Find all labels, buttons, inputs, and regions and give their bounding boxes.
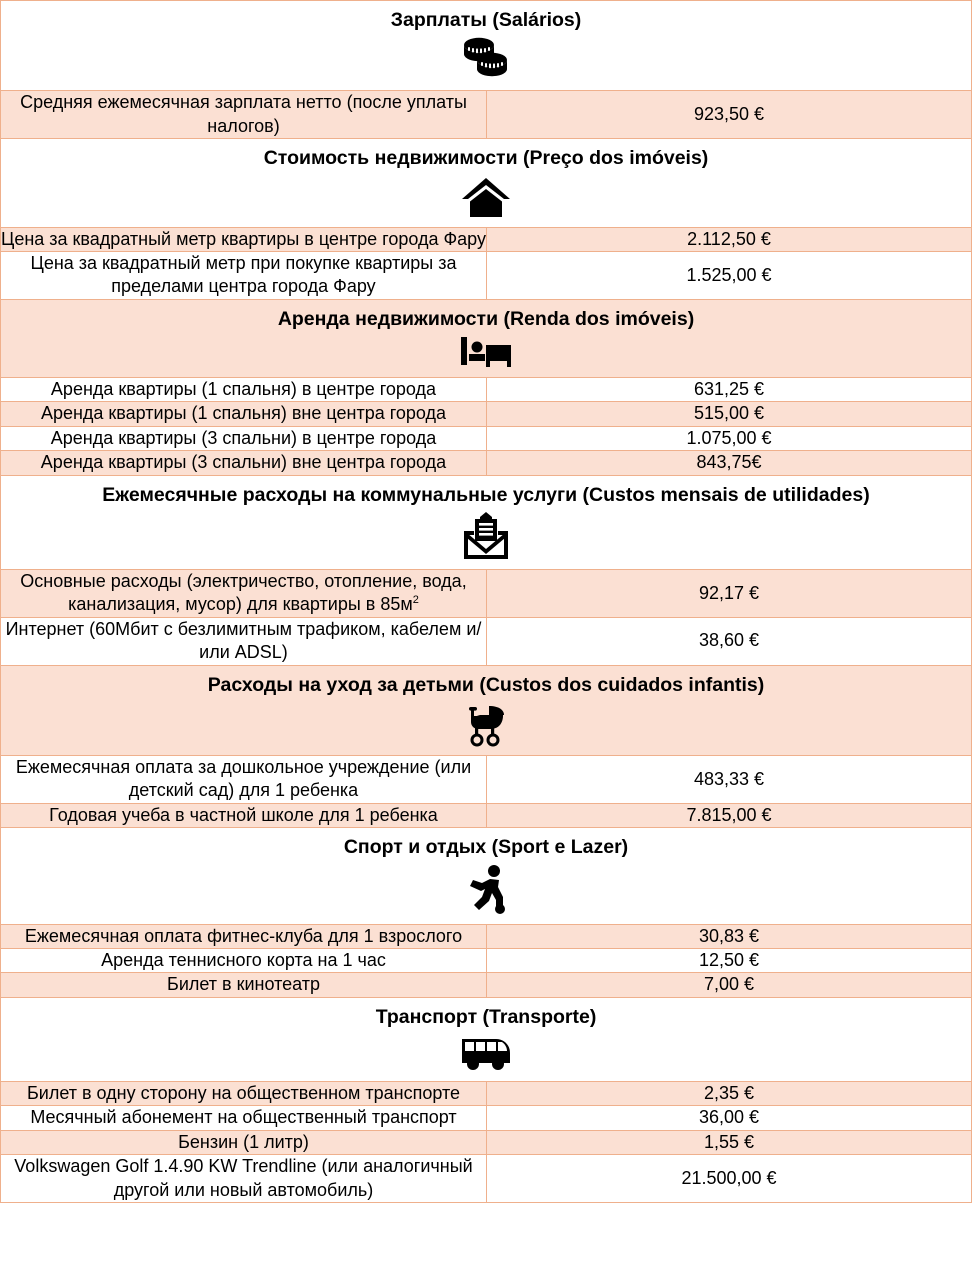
row-value: 12,50 € (487, 948, 972, 972)
row-value: 515,00 € (487, 402, 972, 426)
house-icon (1, 175, 971, 219)
section-header-row (1, 665, 972, 755)
row-value: 2.112,50 € (487, 227, 972, 251)
table-row (1, 755, 972, 803)
row-label: Билет в одну сторону на общественном транспорте (1, 1082, 487, 1106)
row-value: 1,55 € (487, 1130, 972, 1154)
row-value: 1.075,00 € (487, 426, 972, 450)
row-value: 631,25 € (487, 378, 972, 402)
section-header-row (1, 299, 972, 377)
section-title: Спорт и отдых (Sport e Lazer) (343, 836, 629, 859)
table-row (1, 1082, 972, 1106)
row-label: Интернет (60Мбит с безлимитным трафиком, кабелем и/или ADSL) (1, 617, 487, 665)
coins-icon (1, 36, 971, 82)
row-value: 38,60 € (487, 617, 972, 665)
section-header-row (1, 997, 972, 1081)
table-row (1, 1155, 972, 1203)
row-label-superscript: 2 (412, 594, 419, 607)
row-value: 1.525,00 € (487, 251, 972, 299)
row-value: 843,75€ (487, 451, 972, 475)
table-row (1, 1106, 972, 1130)
row-label: Аренда квартиры (1 спальня) в центре города (1, 378, 487, 402)
row-label: Ежемесячная оплата фитнес-клуба для 1 взрослого (1, 924, 487, 948)
section-header-row (1, 828, 972, 924)
table-row (1, 570, 972, 618)
row-value: 7.815,00 € (487, 803, 972, 827)
section-header-utilities (1, 475, 972, 569)
section-header-row (1, 475, 972, 569)
envelope-bill-icon (1, 511, 971, 561)
row-label: Средняя ежемесячная зарплата нетто (после уплаты налогов) (1, 91, 487, 139)
row-value: 36,00 € (487, 1106, 972, 1130)
section-header-sport-leisure (1, 828, 972, 924)
row-label: Бензин (1 литр) (1, 1130, 487, 1154)
row-value: 21.500,00 € (487, 1155, 972, 1203)
section-title: Ежемесячные расходы на коммунальные услуги (Custos mensais de utilidades) (102, 483, 870, 506)
table-row (1, 803, 972, 827)
table-row (1, 426, 972, 450)
row-value: 2,35 € (487, 1082, 972, 1106)
row-label: Билет в кинотеатр (1, 973, 487, 997)
row-value: 92,17 € (487, 570, 972, 618)
row-label: Аренда квартиры (3 спальни) в центре города (1, 426, 487, 450)
table-row (1, 617, 972, 665)
section-title: Зарплаты (Salários) (390, 9, 582, 31)
table-row (1, 451, 972, 475)
row-label: Месячный абонемент на общественный транспорт (1, 1106, 487, 1130)
section-header-row (1, 1, 972, 91)
section-header-property-prices (1, 139, 972, 227)
table-row (1, 924, 972, 948)
runner-icon (1, 864, 971, 916)
row-label-text: Основные расходы (электричество, отопление, вода, канализация, мусор) для квартиры в 85м (20, 571, 467, 615)
section-header-row (1, 139, 972, 227)
section-header-transport (1, 997, 972, 1081)
stroller-icon (1, 701, 971, 747)
row-label: Аренда квартиры (1 спальня) вне центра города (1, 402, 487, 426)
row-label: Аренда квартиры (3 спальни) вне центра города (1, 451, 487, 475)
row-label: Цена за квадратный метр при покупке квартиры за пределами центра города Фару (1, 251, 487, 299)
bus-icon (1, 1033, 971, 1073)
table-row (1, 251, 972, 299)
bed-icon (1, 335, 971, 369)
section-title: Транспорт (Transporte) (375, 1005, 597, 1028)
row-label: Цена за квадратный метр квартиры в центре города Фару (1, 227, 487, 251)
section-header-salaries (1, 1, 972, 91)
table-row (1, 402, 972, 426)
row-value: 923,50 € (487, 91, 972, 139)
table-row (1, 1130, 972, 1154)
section-title: Аренда недвижимости (Renda dos imóveis) (277, 307, 695, 330)
section-header-rent (1, 299, 972, 377)
section-title: Расходы на уход за детьми (Custos dos cuidados infantis) (207, 673, 765, 696)
table-row (1, 227, 972, 251)
row-label: Аренда теннисного корта на 1 час (1, 948, 487, 972)
table-row (1, 378, 972, 402)
row-label: Годовая учеба в частной школе для 1 ребенка (1, 803, 487, 827)
row-label: Ежемесячная оплата за дошкольное учреждение (или детский сад) для 1 ребенка (1, 755, 487, 803)
row-value: 7,00 € (487, 973, 972, 997)
table-body (1, 1, 972, 1203)
section-title: Стоимость недвижимости (Preço dos imóveis) (263, 147, 709, 170)
row-value: 30,83 € (487, 924, 972, 948)
row-value: 483,33 € (487, 755, 972, 803)
table-row (1, 948, 972, 972)
table-row (1, 973, 972, 997)
row-label: Volkswagen Golf 1.4.90 KW Trendline (или аналогичный другой или новый автомобиль) (1, 1155, 487, 1203)
table-row (1, 91, 972, 139)
section-header-childcare (1, 665, 972, 755)
row-label (1, 570, 487, 618)
